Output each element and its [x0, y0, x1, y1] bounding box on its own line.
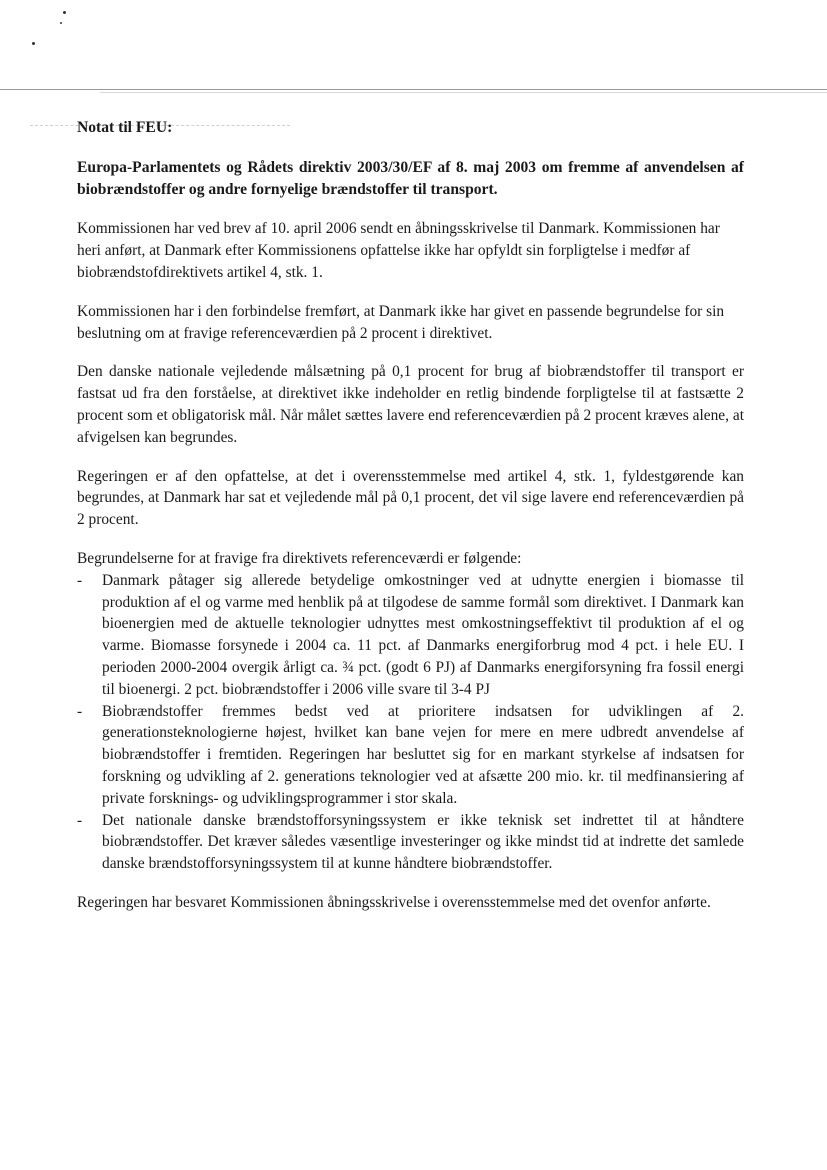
scan-speck	[32, 42, 35, 45]
reason-item	[77, 810, 744, 875]
reasons-list	[77, 570, 744, 875]
note-heading: Notat til FEU:	[77, 119, 173, 136]
reason-text: Det nationale danske brændstofforsyningssystem er ikke teknisk set indrettet til at håndtere biobrændstoffer. Det kræver således væsentlige investeringer og ikke mindst tid at indrette det samlede danske brændstofforsyningssystem til at kunne håndtere biobrændstoffer.	[102, 811, 744, 873]
reasons-intro: Begrundelserne for at fravige fra direktivets referenceværdi er følgende:	[77, 549, 522, 567]
scan-speck	[63, 11, 66, 14]
header-rule-faint	[100, 92, 827, 93]
bullet-dash: -	[77, 811, 83, 829]
document-title: Europa-Parlamentets og Rådets direktiv 2003/30/EF af 8. maj 2003 om fremme af anvendelsen af biobrændstoffer og andre fornyelige brændstoffer til transport.	[77, 158, 744, 198]
closing-paragraph: Regeringen har besvaret Kommissionen åbningsskrivelse i overensstemmelse med det ovenfor anførte.	[77, 893, 711, 911]
paragraph-2: Kommissionen har i den forbindelse fremført, at Danmark ikke har givet en passende begrundelse for sin beslutning om at fravige referenceværdien på 2 procent i direktivet.	[77, 302, 725, 342]
bullet-dash: -	[77, 571, 83, 589]
bullet-dash: -	[77, 702, 83, 720]
reason-item	[77, 701, 744, 810]
reason-item	[77, 570, 744, 701]
reason-text: Danmark påtager sig allerede betydelige omkostninger ved at udnytte energien i biomasse til produktion af el og varme med henblik på at tilgodese de samme formål som direktivet. I Danmark kan bioenergien med de aktuelle teknologier udnyttes mest omkostningseffektivt til produktion af el og varme. Biomasse forsynede i 2004 ca. 11 pct. af Danmarks energiforbrug mod 4 pct. i hele EU. I perioden 2000-2004 overgik årligt ca. ¾ pct. (godt 6 PJ) af Danmarks energiforsyning fra fossil energi til bioenergi. 2 pct. biobrændstoffer i 2006 ville svare til 3-4 PJ	[102, 571, 744, 698]
scan-speck	[60, 22, 62, 24]
paragraph-4: Regeringen er af den opfattelse, at det i overensstemmelse med artikel 4, stk. 1, fyldestgørende kan begrundes, at Danmark har sat et vejledende mål på 0,1 procent, det vil sige lavere end referenceværdien på 2 procent.	[77, 467, 744, 529]
reason-text: Biobrændstoffer fremmes bedst ved at prioritere indsatsen for udviklingen af 2. generationsteknologierne højest, hvilket kan bane vejen for mere en mere udbredt anvendelse af biobrændstoffer i fremtiden. Regeringen har besluttet sig for en markant styrkelse af indsatsen for forskning og udvikling af 2. generations teknologier ved at afsætte 200 mio. kr. til medfinansiering af private forsknings- og udviklingsprogrammer i stor skala.	[102, 702, 744, 807]
header-rule	[0, 89, 827, 90]
paragraph-1: Kommissionen har ved brev af 10. april 2006 sendt en åbningsskrivelse til Danmark. Kommissionen har heri anført, at Danmark efter Kommissionens opfattelse ikke har opfyldt sin forpligtelse i medfør af biobrændstofdirektivets artikel 4, stk. 1.	[77, 220, 720, 281]
paragraph-3: Den danske nationale vejledende målsætning på 0,1 procent for brug af biobrændstoffer til transport er fastsat ud fra den forståelse, at direktivet ikke indeholder en retlig bindende forpligtelse til at fastsætte 2 procent som et obligatorisk mål. Når målet sættes lavere end referenceværdien på 2 procent kræves alene, at afvigelsen kan begrundes.	[77, 363, 744, 446]
document-body	[77, 117, 744, 931]
